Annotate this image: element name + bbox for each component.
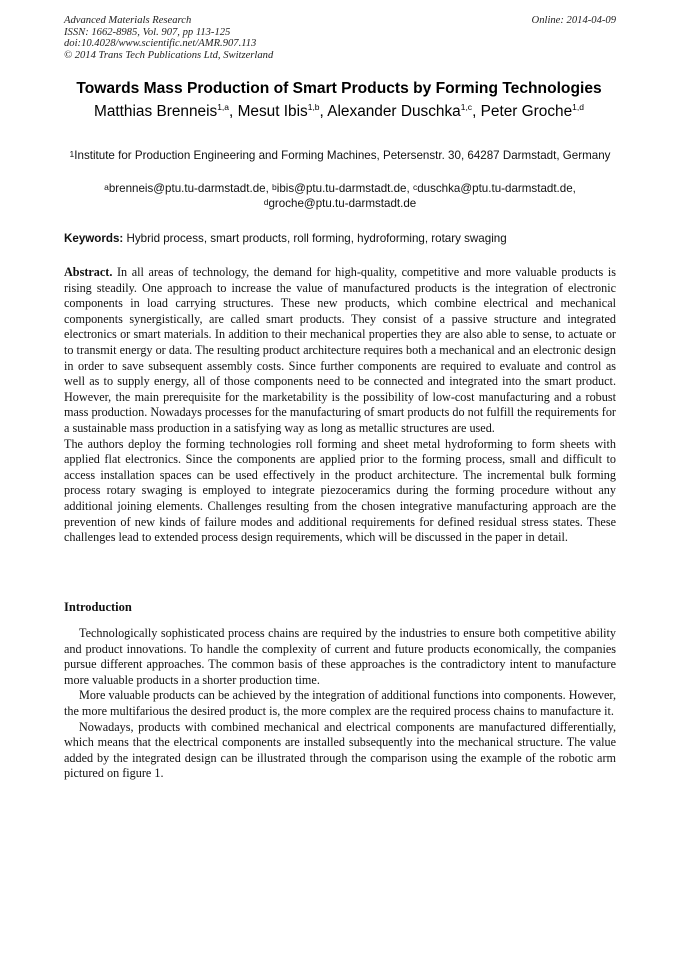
issn-line: ISSN: 1662-8985, Vol. 907, pp 113-125 (64, 26, 231, 38)
keywords-text: Hybrid process, smart products, roll forming, hydroforming, rotary swaging (126, 232, 507, 245)
author-affiliation-mark: 1,d (572, 102, 584, 112)
email-address[interactable]: ibis@ptu.tu-darmstadt.de (276, 182, 407, 195)
email-mark: a (104, 182, 109, 192)
online-date: Online: 2014-04-09 (531, 15, 616, 26)
abstract (64, 265, 616, 546)
email-separator: , (265, 182, 273, 195)
email-mark: c (412, 182, 418, 192)
abstract-paragraph: The authors deploy the forming technologies roll forming and sheet metal hydroforming to form sheets with applied flat electronics. Since the components are applied prior to the forming process, small and difficult to access installation spaces can be used effectively in the product architecture. The incremental bulk forming process rotary swaging is employed to integrate piezoceramics during the forming procedure without any additional joining elements. Challenges resulting from the chosen integrative manufacturing approach are the prevention of new kinds of failure modes and additional requirements for defined residual stress states. These challenges lead to extended process design requirements, which will be discussed in the paper in detail. (64, 436, 616, 545)
email-address[interactable]: groche@ptu.tu-darmstadt.de (268, 197, 417, 210)
author-name: Matthias Brenneis (94, 103, 218, 120)
doi-line: doi:10.4028/www.scientific.net/AMR.907.113 (64, 38, 257, 50)
email-mark: d (263, 197, 269, 207)
author-separator: , (472, 103, 481, 120)
journal-name: Advanced Materials Research (64, 15, 192, 26)
keywords (64, 232, 616, 245)
section-heading-introduction: Introduction (64, 600, 132, 614)
email-address[interactable]: brenneis@ptu.tu-darmstadt.de (108, 182, 266, 195)
keywords-label: Keywords: (64, 232, 124, 245)
introduction-paragraph: Nowadays, products with combined mechanical and electrical components are manufactured differentially, which means that the electrical components are installed subsequently into the mechanical structure. The value added by the integrated design can be illustrated through the comparison using the example of the robotic arm pictured on figure 1. (64, 719, 616, 781)
author-affiliation-mark: 1,b (307, 102, 320, 112)
author-affiliation-mark: 1,a (217, 102, 230, 112)
author-name: Peter Groche (480, 103, 573, 120)
abstract-paragraph (64, 265, 616, 437)
affiliation-text: Institute for Production Engineering and Forming Machines, Petersenstr. 30, 64287 Darmstadt, Germany (74, 149, 611, 162)
email-address[interactable]: duschka@ptu.tu-darmstadt.de, (417, 182, 576, 195)
author-list (0, 103, 678, 121)
email-list (64, 181, 616, 211)
affiliation (64, 148, 616, 163)
author-separator: , (319, 103, 328, 120)
author-name: Mesut Ibis (237, 103, 308, 120)
affiliation-mark: 1 (69, 149, 75, 159)
author-name: Alexander Duschka (327, 103, 461, 120)
journal-header (64, 15, 616, 61)
introduction-body (64, 626, 616, 782)
author-separator: , (229, 103, 238, 120)
email-separator: , (406, 182, 413, 195)
introduction-paragraph: Technologically sophisticated process chains are required by the industries to ensure both competitive ability and product innovations. To handle the complexity of current and future products economically, the companies pursue different approaches. The common basis of these approaches is the contradictory intent to manufacture more valuable products in a shorter production time. (64, 626, 616, 687)
email-mark: b (272, 182, 277, 192)
introduction-paragraph: More valuable products can be achieved by the integration of additional functions into components. However, the more multifarious the desired product is, the more complex are the required process chains to manufacture it. (64, 688, 616, 718)
abstract-label: Abstract. (64, 265, 113, 279)
copyright-line: © 2014 Trans Tech Publications Ltd, Switzerland (64, 49, 274, 61)
abstract-text: In all areas of technology, the demand for high-quality, competitive and more valuable products is rising steadily. One approach to increase the value of manufactured products is the integration of electronic components in load carrying structures. These new products, which combine electrical and mechanical components synergistically, are called smart products. They consist of a passive structure and integrated electronics or smart materials. In addition to their mechanical properties they are also able to sense, to actuate or to transmit energy or data. The resulting product architecture requires both a mechanical and an electronic design in order to save subsequent assembly costs. Since further components are required to evaluate and control as well as to supply energy, all of those components need to be connected and integrated into the smart product. However, the main prerequisite for the marketability is the possibility of low-cost manufacturing and a robust mass production. Nowadays processes for the manufacturing of smart products do not fulfill the requirements for a sustainable mass production in a satisfying way as long as metallic structures are used. (64, 265, 616, 435)
paper-title: Towards Mass Production of Smart Products by Forming Technologies (76, 80, 602, 97)
author-affiliation-mark: 1,c (460, 102, 473, 112)
